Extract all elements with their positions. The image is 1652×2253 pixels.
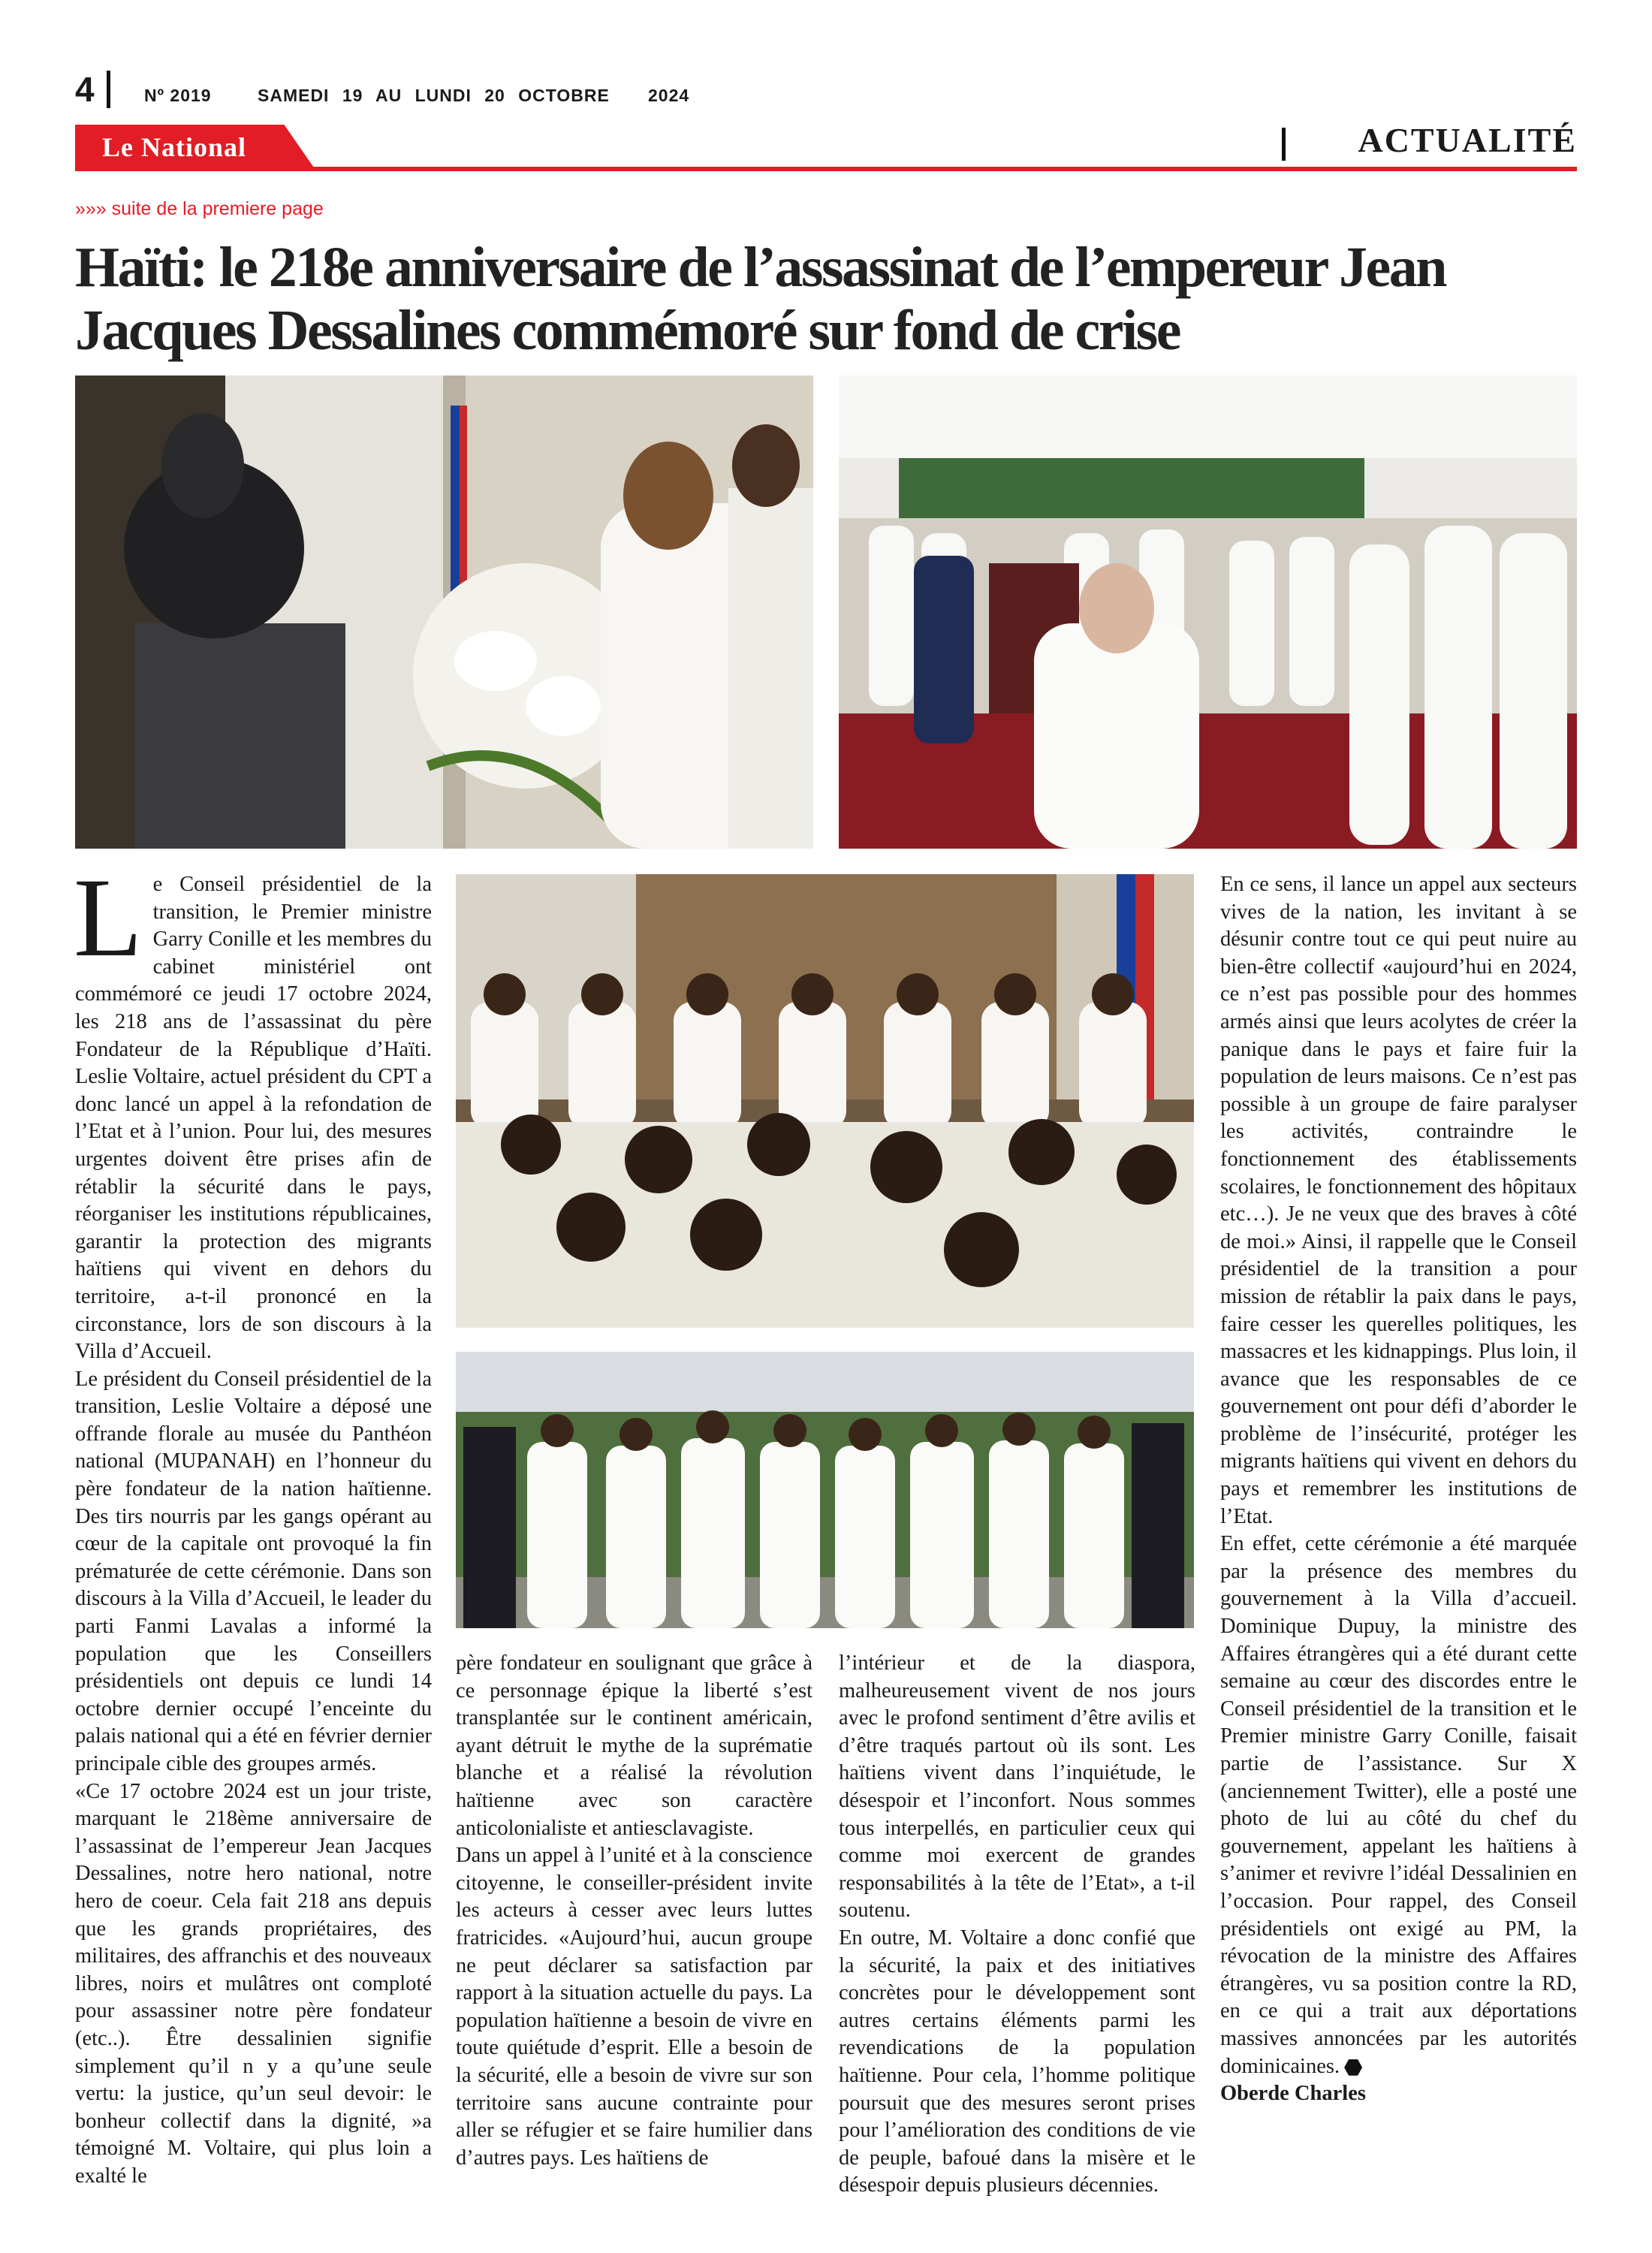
paragraph-text: En effet, cette cérémonie a été marquée par la présence des membres du gouvernement à la Villa d’accueil. Dominique Dupuy, la ministre des Affaires étrangères qui a été durant cette semaine au cœur des discordes entre le Conseil présidentiel de la transition et le Premier ministre Garry Conille, faisait partie de l’assistance. Sur X (anciennement Twitter), elle a posté une photo de lui au côté du chef du gouvernement, appelant les haïtiens à s’animer et revivre l’idéal Dessalinien en l’occasion. Pour rappel, des Conseil présidentiels ont exigé au PM, la révocation de la ministre des Affaires étrangères, vu sa position contre la RD, en ce qui a trait aux déportations massives annoncées par les autorités dominicaines.	[1220, 1532, 1577, 2078]
paragraph	[74, 855, 432, 1366]
section-divider	[1282, 128, 1286, 161]
section-label: ACTUALITÉ	[1358, 121, 1577, 159]
paragraph: père fondateur en soulignant que grâce à ce personnage épique la liberté s’est transplantée sur le continent américain, ayant détruit le mythe de la suprématie blanche et a réalisé la révolution haïtienne avec son caractère anticolonialiste et antiesclavagiste.	[456, 1651, 812, 1840]
headline: Haïti: le 218e anniversaire de l’assassinat de l’empereur Jean Jacques Dessalines commémoré sur fond de crise	[75, 236, 1446, 362]
paragraph: En outre, M. Voltaire a donc confié que la sécurité, la paix et des initiatives concrètes pour le développement sont autres certains éléments parmi les revendications de la population haïtienne. Pour cela, l’homme politique poursuit que des mesures seront prises pour l’amélioration des conditions de vie de peuple, bafoué dans la misère et le désespoir depuis plusieurs décennies.	[839, 1926, 1195, 2197]
paragraph: Dans un appel à l’unité et à la conscience citoyenne, le conseiller-président invite les acteurs à cesser avec leurs luttes fratricides. «Aujourd’hui, aucun groupe ne peut déclarer sa satisfaction par rapport à la situation actuelle du pays. La population haïtienne a besoin de vivre en toute quiétude d’esprit. Elle a besoin de la sécurité, elle a besoin de vivre sur son territoire sans aucune contrainte pour aller se réfugier et se faire humilier dans d’autres pays. Les haïtiens de	[456, 1844, 812, 2170]
paragraph: En ce sens, il lance un appel aux secteurs vives de la nation, les invitant à se désunir contre tout ce qui peut nuire au bien-être collectif «aujourd’hui en 2024, ce n’est pas possible pour des hommes armés ainsi que leurs acolytes de créer la panique dans le pays et faire fuir la population de leurs maisons. Ce n’est pas possible à un groupe de faire paralyser les activités, contraindre le fonctionnement des établissements scolaires, le fonctionnement des hôpitaux etc…). Je ne veux que des braves à côté de moi.» Ainsi, il rappelle que le Conseil présidentiel de la transition a pour mission de rétablir la paix dans le pays, faire cesser les querelles politiques, les massacres et les kidnappings. Plus loin, il avance que les responsables de ce gouvernement ont pour défi d’aborder le problème de l’insécurité, protéger les migrants haïtiens qui vivent en dehors du pays et remembrer les institutions de l’Etat.	[1220, 873, 1577, 1528]
paragraph: Le président du Conseil présidentiel de la transition, Leslie Voltaire a déposé une offrande florale au musée du Panthéon national (MUPANAH) en l’honneur du père fondateur de la nation haïtienne. Des tirs nourris par les gangs opérant au cœur de la capitale ont provoqué la fin prématurée de cette cérémonie. Dans son discours à la Villa d’Accueil, le leader du parti Fanmi Lavalas a informé la population que les Conseillers présidentiels ont depuis ce lundi 14 octobre dernier occupé l’enceinte du palais national qui a été en février dernier principale cible des groupes armés.	[75, 1367, 432, 1775]
photo-assembly-standing	[839, 376, 1577, 849]
drop-cap: L	[74, 855, 143, 980]
issue-number: Nº 2019	[144, 86, 212, 105]
issue-date: SAMEDI 19 AU LUNDI 20 OCTOBRE	[258, 86, 610, 105]
page-number: 4	[75, 70, 95, 109]
brand-name: Le National	[102, 132, 247, 162]
continued-from-front: »»» suite de la premiere page	[75, 198, 324, 219]
article-column-3	[839, 1650, 1195, 2200]
photo-wreath-ceremony	[75, 376, 813, 849]
article-column-1	[74, 855, 432, 2191]
paragraph: «Ce 17 octobre 2024 est un jour triste, marquant le 218ème anniversaire de l’assassinat de l’empereur Jean Jacques Dessalines, notre hero national, notre hero de coeur. Cela fait 218 ans depuis que les grands propriétaires, des militaires, des affranchis et des nouveaux libres, noirs et mulâtres ont comploté pour assassiner notre père fondateur (etc..). Être dessalinien signifie simplement qu’il n y a qu’une seule vertu: la justice, qu’un seul devoir: le bonheur collectif dans la dignité, »a témoigné M. Voltaire, qui plus loin a exalté le	[75, 1779, 432, 2188]
header-divider	[107, 71, 110, 108]
paragraph-text: e Conseil présidentiel de la transition, le Premier ministre Garry Conille et les membres du cabinet ministériel ont commémoré ce jeudi 17 octobre 2024, les 218 ans de l’assassinat du père Fondateur de la République d’Haïti. Leslie Voltaire, actuel président du CPT a donc lancé un appel à la refondation de l’Etat et à l’union. Pour lui, des mesures urgentes doivent être prises afin de rétablir la sécurité dans le pays, réorganiser les institutions républicaines, garantir la protection des migrants haïtiens qui vivent en dehors du territoire, a-t-il prononcé en la circonstance, lors de son discours à la Villa d’Accueil.	[75, 873, 432, 1364]
article-column-4	[1220, 871, 1577, 2108]
paragraph	[1220, 1531, 1577, 2080]
header-rule	[75, 167, 1577, 171]
photo-seated-dignitaries	[456, 874, 1194, 1328]
end-of-article-icon	[1344, 2058, 1362, 2077]
article-column-2	[456, 1650, 812, 2172]
paragraph: l’intérieur et de la diaspora, malheureusement vivent de nos jours avec le profond sentiment d’être avilis et d’être traqués partout où ils sont. Les haïtiens vivent dans l’inquiétude, le désespoir et l’inconfort. Nous sommes tous interpellés, en particulier ceux qui comme moi exercent de grandes responsabilités à la tête de l’Etat», a t-il soutenu.	[839, 1651, 1195, 1923]
photo-group-portrait	[456, 1352, 1194, 1628]
issue-year: 2024	[648, 86, 690, 105]
byline: Oberde Charles	[1220, 2082, 1366, 2106]
